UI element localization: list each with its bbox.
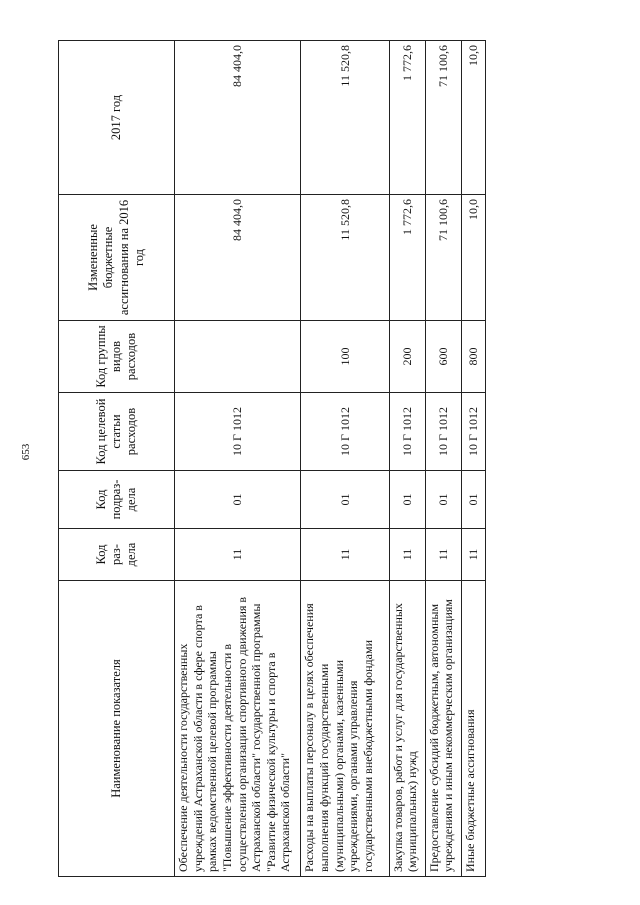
row-celevaya: 10 Г 1012 <box>389 393 425 471</box>
row-podrazdel: 01 <box>425 471 461 529</box>
row-celevaya: 10 Г 1012 <box>175 393 301 471</box>
row-celevaya: 10 Г 1012 <box>461 393 485 471</box>
row-vid <box>175 321 301 393</box>
row-name: Расходы на выплаты персоналу в целях обеспечения выполнения функций государственными (муниципальными) органами, казенными учреждениями, органами управления государственными внебюджетными фондами <box>301 581 389 877</box>
row-podrazdel: 01 <box>301 471 389 529</box>
row-celevaya: 10 Г 1012 <box>301 393 389 471</box>
row-2016: 84 404,0 <box>175 195 301 321</box>
table-row <box>389 41 425 877</box>
row-razdel: 11 <box>389 529 425 581</box>
row-2016: 11 520,8 <box>301 195 389 321</box>
row-2016: 1 772,6 <box>389 195 425 321</box>
table-row <box>301 41 389 877</box>
row-2017: 1 772,6 <box>389 41 425 195</box>
row-vid: 600 <box>425 321 461 393</box>
table-header-row <box>59 41 175 877</box>
row-2017: 11 520,8 <box>301 41 389 195</box>
table-row <box>461 41 485 877</box>
row-vid: 800 <box>461 321 485 393</box>
row-2017: 71 100,6 <box>425 41 461 195</box>
row-2016: 10,0 <box>461 195 485 321</box>
budget-table <box>58 40 486 877</box>
row-2017: 10,0 <box>461 41 485 195</box>
row-vid: 100 <box>301 321 389 393</box>
row-name: Иные бюджетные ассигнования <box>461 581 485 877</box>
row-razdel: 11 <box>425 529 461 581</box>
row-celevaya: 10 Г 1012 <box>425 393 461 471</box>
header-name: Наименование показателя <box>59 581 175 877</box>
header-2017: 2017 год <box>59 41 175 195</box>
header-2016: Измененные бюджетные ассигнования на 2016 год <box>59 195 175 321</box>
page-number: 653 <box>20 443 32 461</box>
row-podrazdel: 01 <box>389 471 425 529</box>
row-name: Закупка товаров, работ и услуг для государственных (муниципальных) нужд <box>389 581 425 877</box>
table-row <box>175 41 301 877</box>
row-razdel: 11 <box>175 529 301 581</box>
header-podrazdel: Код подраз-дела <box>59 471 175 529</box>
header-celevaya: Код целевой статьи расходов <box>59 393 175 471</box>
row-podrazdel: 01 <box>175 471 301 529</box>
header-razdel: Код раз-дела <box>59 529 175 581</box>
rotated-page-content <box>58 41 486 877</box>
table-row <box>425 41 461 877</box>
row-podrazdel: 01 <box>461 471 485 529</box>
row-name: Предоставление субсидий бюджетным, автономным учреждениям и иным некоммерческим организациям <box>425 581 461 877</box>
row-razdel: 11 <box>461 529 485 581</box>
row-2017: 84 404,0 <box>175 41 301 195</box>
row-2016: 71 100,6 <box>425 195 461 321</box>
row-razdel: 11 <box>301 529 389 581</box>
header-vid: Код группы видов расходов <box>59 321 175 393</box>
row-vid: 200 <box>389 321 425 393</box>
row-name: Обеспечение деятельности государственных учреждений Астраханской области в сфере спорта в рамках ведомственной целевой программы "Повышение эффективности деятельности в осуществлении организации спортивного движения в Астраханской области" государственной программы "Развитие физической культуры и спорта в Астраханской области" <box>175 581 301 877</box>
